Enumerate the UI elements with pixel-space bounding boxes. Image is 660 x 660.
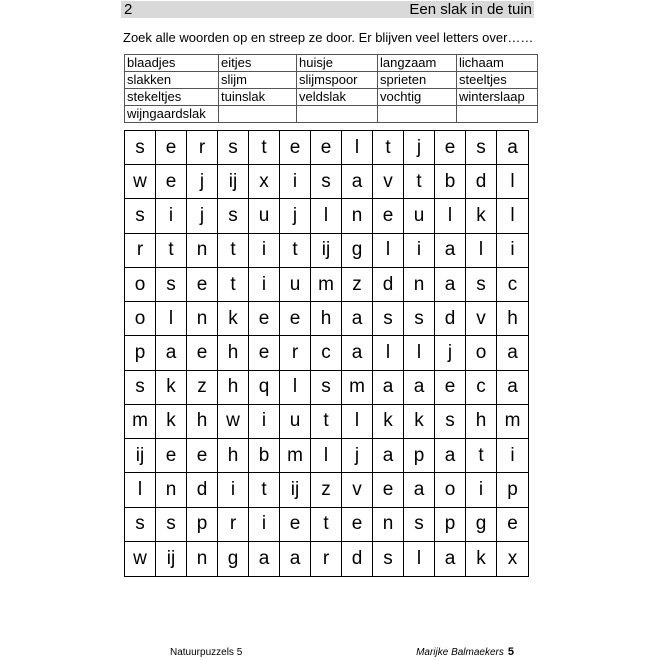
grid-letter: x [249,165,280,199]
grid-letter: a [156,336,187,370]
grid-letter: s [404,508,435,542]
word-list-row [125,89,538,106]
grid-letter: j [342,439,373,473]
grid-letter: t [249,131,280,165]
word-list-cell: steeltjes [457,72,538,89]
grid-letter: z [187,371,218,405]
grid-letter: p [435,508,466,542]
grid-letter: s [466,268,497,302]
grid-letter: v [466,302,497,336]
grid-letter: l [404,542,435,576]
grid-letter: ij [280,473,311,507]
grid-letter: i [497,234,528,268]
grid-letter: h [187,405,218,439]
grid-letter: t [156,234,187,268]
grid-letter: n [404,268,435,302]
grid-letter: ij [311,234,342,268]
grid-letter: d [342,542,373,576]
grid-letter: h [218,371,249,405]
grid-letter: a [435,542,466,576]
grid-letter: l [404,336,435,370]
grid-letter: e [187,336,218,370]
grid-letter: b [435,165,466,199]
grid-letter: t [311,508,342,542]
word-list-cell: lichaam [457,55,538,72]
word-list-cell [297,106,378,123]
grid-letter: r [311,542,342,576]
word-list-cell: slijmspoor [297,72,378,89]
grid-letter: s [373,302,404,336]
grid-letter: s [311,371,342,405]
grid-letter: p [497,473,528,507]
grid-letter: j [187,165,218,199]
grid-letter: l [497,165,528,199]
grid-letter: t [373,131,404,165]
grid-letter: i [218,473,249,507]
grid-letter: k [156,371,187,405]
footer-credit [416,646,514,658]
grid-letter: l [156,302,187,336]
grid-letter: e [280,508,311,542]
word-list-cell [219,106,297,123]
grid-letter: l [342,131,373,165]
grid-letter: h [311,302,342,336]
grid-letter: a [249,542,280,576]
grid-letter: k [156,405,187,439]
grid-letter: a [373,371,404,405]
grid-letter: a [497,336,528,370]
grid-letter: d [187,473,218,507]
grid-letter: u [280,405,311,439]
grid-letter: r [280,336,311,370]
grid-letter: i [249,234,280,268]
grid-letter: e [249,336,280,370]
word-list-cell [378,106,457,123]
grid-letter: s [218,131,249,165]
grid-letter: i [280,165,311,199]
grid-letter: n [187,542,218,576]
grid-letter: n [156,473,187,507]
grid-letter: s [404,302,435,336]
grid-letter: p [125,336,156,370]
word-list-cell: slakken [125,72,219,89]
grid-letter: i [466,473,497,507]
grid-letter: s [125,131,156,165]
grid-letter: j [280,199,311,233]
grid-letter: t [466,439,497,473]
grid-letter: n [373,508,404,542]
grid-letter: k [404,405,435,439]
word-list-cell [457,106,538,123]
grid-letter: n [187,302,218,336]
grid-letter: m [125,405,156,439]
grid-letter: t [218,268,249,302]
grid-letter: t [404,165,435,199]
word-list-cell: blaadjes [125,55,219,72]
grid-letter: w [125,542,156,576]
grid-letter: z [311,473,342,507]
grid-letter: r [187,131,218,165]
grid-letter: a [342,302,373,336]
grid-letter: t [249,473,280,507]
grid-letter: w [125,165,156,199]
grid-letter: ij [156,542,187,576]
grid-letter: t [280,234,311,268]
grid-letter: e [435,131,466,165]
grid-letter: c [311,336,342,370]
grid-letter: d [373,268,404,302]
grid-letter: ij [218,165,249,199]
grid-letter: i [404,234,435,268]
grid-letter: s [373,542,404,576]
grid-letter: e [497,508,528,542]
grid-letter: l [466,234,497,268]
grid-letter: u [280,268,311,302]
word-list-cell: veldslak [297,89,378,106]
footer-author: Marijke Balmaekers [416,647,504,658]
grid-letter: n [187,234,218,268]
instruction-text: Zoek alle woorden op en streep ze door. Er blijven veel letters over…… [123,30,534,45]
grid-letter: m [497,405,528,439]
grid-letter: m [280,439,311,473]
word-list-cell: winterslaap [457,89,538,106]
grid-letter: l [373,336,404,370]
word-list-cell: sprieten [378,72,457,89]
grid-letter: p [404,439,435,473]
grid-letter: x [507,547,518,569]
grid-letter: ij [125,439,156,473]
grid-letter: h [218,336,249,370]
page-title: Een slak in de tuin [409,1,532,18]
word-list-cell: tuinslak [219,89,297,106]
grid-letter: w [218,405,249,439]
grid-letter: s [125,371,156,405]
grid-letter: j [404,131,435,165]
word-list-cell: eitjes [219,55,297,72]
grid-letter: e [435,371,466,405]
grid-letter: l [342,405,373,439]
grid-letter: i [249,508,280,542]
grid-letter: v [342,473,373,507]
grid-letter: l [373,234,404,268]
grid-letter: k [466,199,497,233]
word-search-grid [124,130,529,577]
grid-letter: l [311,199,342,233]
grid-letter: h [218,439,249,473]
grid-letter: e [280,302,311,336]
grid-letter: l [280,371,311,405]
word-list-cell: slijm [219,72,297,89]
grid-letter: l [311,439,342,473]
grid-letter: e [280,131,311,165]
grid-letter: i [497,439,528,473]
grid-letter: d [435,302,466,336]
grid-letter: a [342,336,373,370]
grid-letter: e [373,473,404,507]
grid-letter: a [373,439,404,473]
grid-letter: j [187,199,218,233]
grid-letter: g [218,542,249,576]
grid-letter: a [435,268,466,302]
grid-letter: u [404,199,435,233]
grid-letter: a [280,542,311,576]
grid-letter: e [187,439,218,473]
grid-letter: e [187,268,218,302]
grid-letter: s [435,405,466,439]
grid-letter: l [497,199,528,233]
grid-letter: a [497,371,528,405]
grid-letter: e [342,508,373,542]
grid-letter: k [373,405,404,439]
grid-letter: c [466,371,497,405]
grid-letter: t [311,405,342,439]
grid-letter: r [125,234,156,268]
grid-letter: p [187,508,218,542]
grid-letter: h [497,302,528,336]
grid-letter: a [435,439,466,473]
page-number-label: 2 [124,1,133,18]
grid-letter: s [311,165,342,199]
word-list-cell: langzaam [378,55,457,72]
grid-letter: e [249,302,280,336]
grid-letter: a [404,473,435,507]
grid-letter: s [125,199,156,233]
grid-letter: e [373,199,404,233]
grid-letter: e [156,131,187,165]
grid-letter: g [466,508,497,542]
grid-letter: e [156,439,187,473]
word-list-cell: huisje [297,55,378,72]
grid-letter: v [373,165,404,199]
page-header [121,1,534,18]
grid-letter: e [156,165,187,199]
grid-letter: d [466,165,497,199]
word-list-cell: vochtig [378,89,457,106]
grid-letter: i [249,405,280,439]
grid-letter: o [466,336,497,370]
grid-letter: o [435,473,466,507]
grid-letter: o [125,302,156,336]
word-list-cell: stekeltjes [125,89,219,106]
grid-letter: u [249,199,280,233]
grid-letter: q [249,371,280,405]
word-list-table [124,54,538,123]
grid-letter: s [466,131,497,165]
grid-letter: c [497,268,528,302]
grid-letter: a [435,234,466,268]
grid-letter: j [435,336,466,370]
grid-letter: s [125,508,156,542]
word-list-row [125,72,538,89]
footer-page-number: 5 [507,646,514,658]
grid-letter: n [342,199,373,233]
grid-letter: k [218,302,249,336]
grid-letter: l [435,199,466,233]
grid-letter: z [342,268,373,302]
footer-series: Natuurpuzzels 5 [170,647,243,658]
grid-letter: e [311,131,342,165]
grid-letter: m [342,371,373,405]
grid-letter: i [156,199,187,233]
grid-letter: b [249,439,280,473]
grid-letter: o [125,268,156,302]
grid-letter: g [342,234,373,268]
grid-letter: t [218,234,249,268]
grid-letter: l [125,473,156,507]
word-list-cell: wijngaardslak [125,106,219,123]
grid-letter: k [466,542,497,576]
grid-letter: a [342,165,373,199]
grid-letter: s [156,268,187,302]
grid-letter: i [249,268,280,302]
grid-letter: s [218,199,249,233]
grid-letter: s [156,508,187,542]
grid-letter: r [218,508,249,542]
word-list-row [125,55,538,72]
word-list-row [125,106,538,123]
grid-letter: m [311,268,342,302]
grid-letter: a [404,371,435,405]
grid-letter: a [497,131,528,165]
grid-letter: h [466,405,497,439]
